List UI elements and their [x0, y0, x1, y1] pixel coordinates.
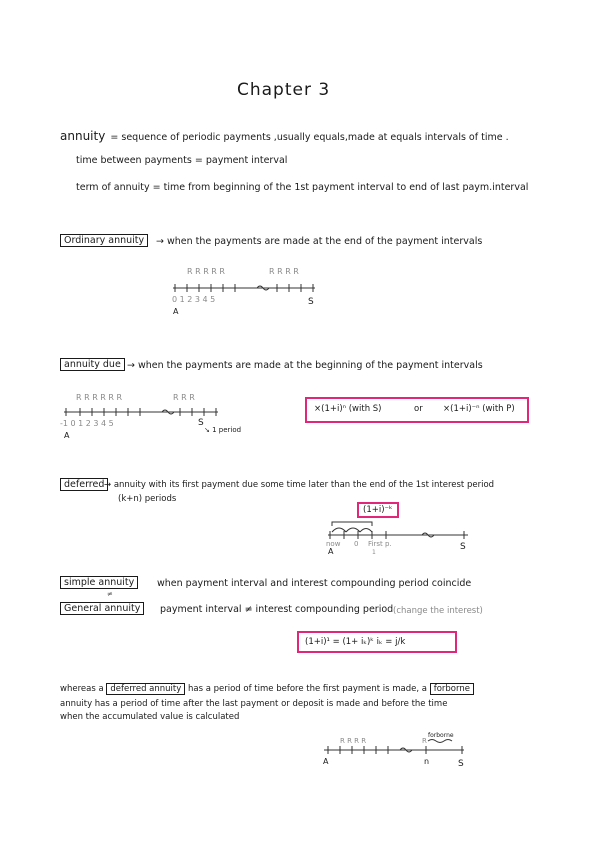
ordinary-r-group2: R R R R	[269, 267, 299, 276]
annuity-definition-text: = sequence of periodic payments ,usually equals,made at equals intervals of time .	[110, 132, 509, 143]
annuity-due-desc: → when the payments are made at the beginning of the payment intervals	[127, 360, 483, 371]
deferred-timeline	[318, 516, 478, 556]
general-annuity-label: General annuity	[60, 602, 144, 615]
due-s-label: S	[198, 418, 204, 428]
forborne-line1b: has a period of time before the first payment is made, a	[187, 684, 428, 694]
deferred-s-label: S	[460, 542, 466, 552]
payment-interval-line: time between payments = payment interval	[76, 155, 288, 166]
forborne-box: forborne	[430, 683, 474, 695]
ordinary-timeline	[165, 262, 325, 317]
general-annuity-desc: payment interval ≠ interest compounding period	[160, 604, 394, 615]
due-formula-right: ×(1+i)⁻ⁿ (with P)	[443, 404, 515, 414]
due-period-note: ↘ 1 period	[204, 426, 242, 434]
deferred-desc: → annuity with its first payment due some time later than the end of the 1st interest period	[104, 480, 495, 490]
due-r-group1: R R R R R R	[76, 393, 123, 402]
ordinary-annuity-label: Ordinary annuity	[60, 234, 148, 247]
ordinary-ticks: 0 1 2 3 4 5	[172, 295, 216, 304]
simple-annuity-desc: when payment interval and interest compounding period coincide	[157, 578, 472, 589]
forborne-s-label: S	[458, 759, 464, 769]
due-formula-or: or	[414, 404, 423, 414]
forborne-line1	[60, 684, 474, 694]
annuity-definition	[60, 125, 509, 144]
forborne-timeline	[318, 728, 478, 770]
ordinary-r-group1: R R R R R	[187, 267, 225, 276]
due-ticks: -1 0 1 2 3 4 5	[60, 419, 114, 428]
deferred-first-p: First p.	[368, 540, 392, 548]
forborne-n-label: n	[424, 757, 430, 766]
forborne-r-last: R	[422, 737, 427, 745]
simple-general-neq: ≠	[107, 590, 113, 598]
deferred-zero: 0	[354, 540, 359, 548]
deferred-formula-box: (1+i)⁻ᵏ	[357, 502, 399, 518]
deferred-annuity-box: deferred annuity	[106, 683, 185, 695]
ordinary-annuity-desc: → when the payments are made at the end of the payment intervals	[156, 236, 483, 247]
ordinary-s-label: S	[308, 297, 314, 307]
ordinary-a-label: A	[173, 307, 179, 316]
deferred-one: 1	[372, 549, 376, 556]
general-formula-box: (1+i)¹ = (1+ iₖ)ᵏ iₖ = j/k	[297, 631, 457, 653]
forborne-line2: annuity has a period of time after the last payment or deposit is made and before the time	[60, 699, 448, 709]
annuity-due-label: annuity due	[60, 358, 125, 371]
page-title: Chapter 3	[237, 80, 331, 100]
deferred-periods: (k+n) periods	[118, 494, 177, 504]
simple-annuity-label: simple annuity	[60, 576, 138, 589]
due-a-label: A	[64, 431, 70, 440]
deferred-now: now	[326, 540, 341, 548]
forborne-r-group: R R R R	[340, 737, 367, 745]
annuity-term: annuity	[60, 129, 106, 143]
forborne-label: forborne	[428, 732, 454, 739]
due-formula-left: ×(1+i)ⁿ (with S)	[314, 404, 382, 414]
deferred-a-label: A	[328, 547, 334, 556]
term-of-annuity-line: term of annuity = time from beginning of the 1st payment interval to end of last paym.interval	[76, 182, 529, 193]
due-timeline	[58, 388, 268, 446]
due-r-group2: R R R	[173, 393, 195, 402]
deferred-label: deferred	[60, 478, 108, 491]
due-formula-box	[305, 397, 529, 423]
general-annuity-note: (change the interest)	[393, 606, 483, 616]
forborne-line1a: whereas a	[60, 684, 104, 694]
forborne-line3: when the accumulated value is calculated	[60, 712, 240, 722]
forborne-a-label: A	[323, 757, 329, 766]
